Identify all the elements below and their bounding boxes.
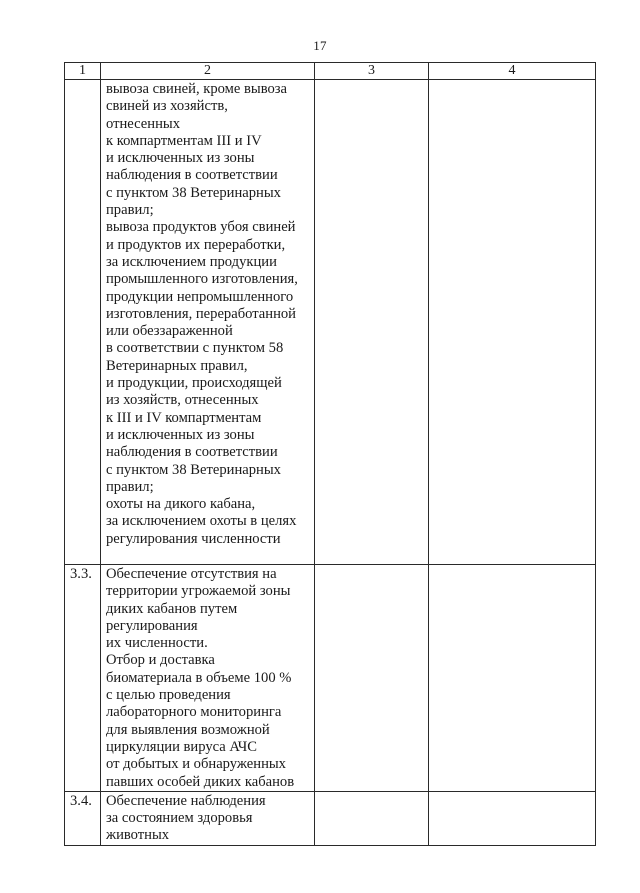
description-line: наблюдения в соответствии — [106, 167, 278, 184]
description-line: свиней из хозяйств, — [106, 98, 228, 115]
description-line: диких кабанов путем — [106, 600, 238, 617]
description-line: и продуктов их переработки, — [106, 236, 286, 253]
table-row-3-4 — [65, 791, 596, 845]
description-line: за исключением продукции — [106, 253, 277, 270]
description-line: регулирования численности — [106, 530, 281, 547]
description-line: павших особей диких кабанов — [106, 773, 295, 790]
measure-description — [101, 565, 314, 791]
description-line: с пунктом 38 Ветеринарных — [106, 184, 281, 201]
description-line: отнесенных — [106, 115, 180, 132]
responsible-cell — [429, 791, 596, 845]
description-line: за исключением охоты в целях — [106, 513, 297, 530]
description-line: продукции непромышленного — [106, 288, 294, 305]
description-line: Обеспечение отсутствия на — [106, 566, 277, 582]
measure-description-cell — [101, 791, 315, 845]
deadline-cell — [315, 791, 429, 845]
description-line: за состоянием здоровья — [106, 810, 253, 827]
responsible-cell — [429, 565, 596, 792]
description-line: к III и IV компартментам — [106, 409, 262, 426]
description-line: к компартментам III и IV — [106, 132, 262, 149]
description-line: и исключенных из зоны — [106, 150, 255, 167]
description-line: из хозяйств, отнесенных — [106, 392, 259, 409]
column-header-2: 2 — [101, 63, 315, 80]
description-line: территории угрожаемой зоны — [106, 583, 291, 600]
responsible-cell — [429, 80, 596, 565]
row-number-cell: 3.4. — [65, 791, 101, 845]
description-line: от добытых и обнаруженных — [106, 756, 286, 773]
description-line: для выявления возможной — [106, 721, 270, 738]
description-line: промышленного изготовления, — [106, 271, 298, 288]
measure-description-cell — [101, 80, 315, 565]
column-header-3: 3 — [315, 63, 429, 80]
column-header-4: 4 — [429, 63, 596, 80]
table-header-row — [65, 63, 596, 80]
description-line: регулирования — [106, 617, 198, 634]
row-number-cell: 3.3. — [65, 565, 101, 792]
description-line: их численности. — [106, 635, 208, 652]
description-line: животных — [106, 827, 170, 844]
description-line: биоматериала в объеме 100 % — [106, 669, 292, 686]
description-line: наблюдения в соответствии — [106, 444, 278, 461]
description-line: вывоза свиней, кроме вывоза — [106, 81, 288, 97]
description-line: изготовления, переработанной — [106, 305, 296, 322]
description-line: Обеспечение наблюдения — [106, 792, 266, 809]
description-line: циркуляции вируса АЧС — [106, 738, 257, 755]
deadline-cell — [315, 565, 429, 792]
description-line: охоты на дикого кабана, — [106, 496, 256, 513]
measures-table — [64, 62, 596, 846]
description-line: и продукции, происходящей — [106, 375, 282, 392]
description-line: в соответствии с пунктом 58 — [106, 340, 284, 357]
column-header-1: 1 — [65, 63, 101, 80]
description-line: Отбор и доставка — [106, 652, 215, 669]
measure-description — [101, 80, 314, 548]
deadline-cell — [315, 80, 429, 565]
description-line: правил; — [106, 202, 154, 219]
description-line: или обеззараженной — [106, 323, 233, 340]
page-number: 17 — [313, 38, 327, 53]
description-line: с пунктом 38 Ветеринарных — [106, 461, 281, 478]
description-line: правил; — [106, 478, 154, 495]
measure-description — [101, 792, 314, 845]
description-line: лабораторного мониторинга — [106, 704, 282, 721]
table-row-3-3 — [65, 565, 596, 792]
measure-description-cell — [101, 565, 315, 792]
description-line: вывоза продуктов убоя свиней — [106, 219, 296, 236]
description-line: Ветеринарных правил, — [106, 357, 248, 374]
row-number-cell — [65, 80, 101, 565]
table-row-continuation — [65, 80, 596, 565]
description-line: с целью проведения — [106, 687, 231, 704]
description-line: и исключенных из зоны — [106, 426, 255, 443]
